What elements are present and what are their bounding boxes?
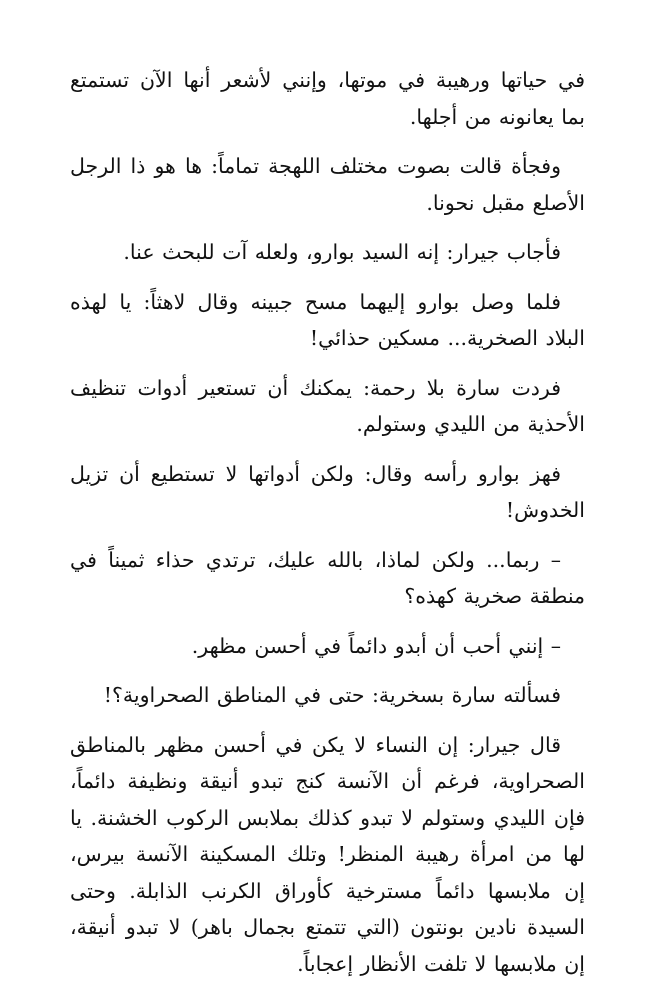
paragraph-9: فسألته سارة بسخرية: حتى في المناطق الصحراوية؟!	[103, 683, 561, 707]
paragraph-2: وفجأة قالت بصوت مختلف اللهجة تماماً: ها هو ذا الرجل الأصلع مقبل نحونا.	[70, 154, 585, 215]
paragraph-1: في حياتها ورهيبة في موتها، وإنني لأشعر أنها الآن تستمتع بما يعانونه من أجلها.	[70, 68, 585, 129]
paragraph-3: فأجاب جيرار: إنه السيد بوارو، ولعله آت للبحث عنا.	[123, 240, 561, 264]
paragraph-8: – إنني أحب أن أبدو دائماً في أحسن مظهر.	[191, 633, 561, 658]
paragraph-10: قال جيرار: إن النساء لا يكن في أحسن مظهر بالمناطق الصحراوية، فرغم أن الآنسة كنج تبدو أنيقة ونظيفة دائماً، فإن الليدي وستولم لا تبدو كذلك بملابس الركوب الخشنة. يا لها من امرأة رهيبة المنظر! وتلك المسكينة الآنسة بيرس، إن ملابسها دائماً مسترخية كأوراق الكرنب الذابلة. وحتى السيدة نادين بونتون (التي تتمتع بجمال باهر) لا تبدو أنيقة، إن ملابسها لا تلفت الأنظار إعجاباً.	[70, 732, 585, 976]
paragraph-6: فهز بوارو رأسه وقال: ولكن أدواتها لا تستطيع أن تزيل الخدوش!	[70, 461, 585, 522]
paragraph-5: فردت سارة بلا رحمة: يمكنك أن تستعير أدوات تنظيف الأحذية من الليدي وستولم.	[70, 375, 585, 436]
paragraph-7: – ربما... ولكن لماذا، بالله عليك، ترتدي حذاء ثميناً في منطقة صخرية كهذه؟	[70, 547, 585, 608]
paragraph-4: فلما وصل بوارو إليهما مسح جبينه وقال لاهثاً: يا لهذه البلاد الصخرية... مسكين حذائي!	[70, 289, 585, 350]
